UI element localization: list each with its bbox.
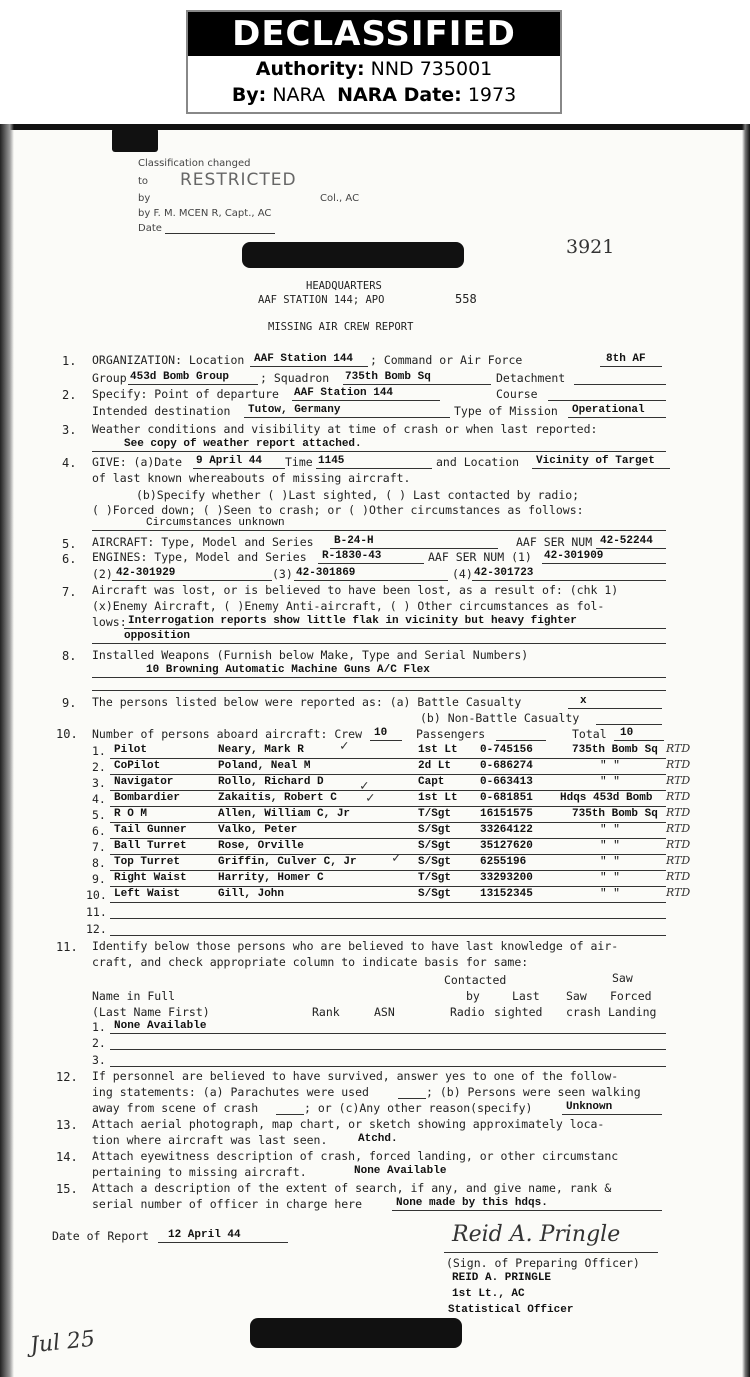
destination: Tutow, Germany — [248, 404, 341, 416]
officer-signature: Reid A. Pringle — [452, 1222, 621, 1247]
engine-serial-3: 42-301869 — [296, 567, 356, 579]
org-location: AAF Station 144 — [254, 353, 354, 365]
apo-number: 558 — [455, 292, 477, 306]
last-knowledge-name: None Available — [114, 1020, 207, 1032]
check-icon: ✓ — [340, 738, 349, 754]
org-command: 8th AF — [606, 353, 646, 365]
hq-heading: HEADQUARTERS — [306, 280, 382, 292]
aircraft-serial: 42-52244 — [600, 535, 653, 547]
restricted-stamp: RESTRICTED — [180, 170, 297, 190]
org-squadron: 735th Bomb Sq — [345, 371, 431, 383]
report-title: MISSING AIR CREW REPORT — [268, 321, 414, 333]
battle-casualty-mark: x — [580, 695, 587, 707]
loss-date: 9 April 44 — [196, 455, 263, 467]
mission-type: Operational — [572, 404, 645, 416]
loss-time: 1145 — [318, 455, 345, 467]
aircraft-type: B-24-H — [334, 535, 374, 547]
officer-name: REID A. PRINGLE — [452, 1272, 552, 1284]
check-icon: ✓ — [392, 850, 401, 866]
report-date: 12 April 44 — [168, 1229, 241, 1241]
stamp-corner-mark — [112, 128, 158, 152]
check-icon: ✓ — [366, 790, 375, 806]
declassified-banner — [186, 10, 562, 114]
engine-type: R-1830-43 — [322, 550, 382, 562]
total-count: 10 — [620, 727, 634, 739]
banner-title: DECLASSIFIED — [188, 12, 560, 56]
page-edge-left — [0, 124, 14, 1377]
page-edge-right — [742, 124, 750, 1377]
engine-serial-4: 42-301723 — [474, 567, 534, 579]
check-icon: ✓ — [360, 778, 369, 794]
crew-count: 10 — [374, 727, 388, 739]
document-number: 3921 — [566, 236, 615, 258]
redaction-bottom — [250, 1318, 462, 1348]
banner-by: By: NARA NARA Date: 1973 — [231, 84, 517, 106]
engine-serial-1: 42-301909 — [544, 550, 604, 562]
margin-note: Jul 25 — [28, 1326, 97, 1359]
officer-title: Statistical Officer — [448, 1304, 574, 1316]
search-description: None made by this hdqs. — [396, 1197, 548, 1209]
departure-point: AAF Station 144 — [294, 387, 394, 399]
loss-circumstances: Circumstances unknown — [146, 517, 285, 529]
loss-cause-cont: opposition — [124, 630, 191, 642]
installed-weapons: 10 Browning Automatic Machine Guns A/C Flex — [146, 664, 430, 676]
loss-cause: Interrogation reports show little flak in vicinity but heavy fighter — [128, 615, 577, 627]
survival-reason: Unknown — [566, 1101, 613, 1113]
engine-serial-2: 42-301929 — [116, 567, 176, 579]
redaction-top — [242, 242, 464, 268]
banner-authority: Authority: NND 735001 — [255, 58, 493, 80]
officer-rank: 1st Lt., AC — [452, 1288, 525, 1300]
weather-report: See copy of weather report attached. — [124, 438, 362, 450]
org-group: 453d Bomb Group — [130, 371, 230, 383]
aerial-photo-status: Atchd. — [358, 1133, 398, 1145]
loss-location: Vicinity of Target — [536, 455, 655, 467]
station-heading: AAF STATION 144; APO — [258, 294, 385, 306]
eyewitness-status: None Available — [354, 1165, 447, 1177]
